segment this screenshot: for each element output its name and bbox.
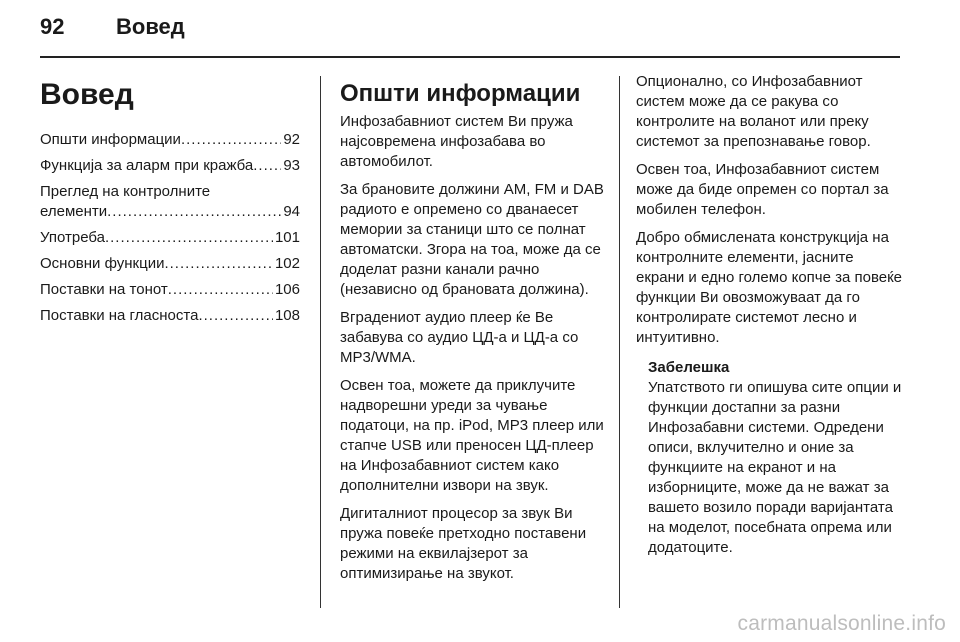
paragraph: Опционално, со Инфозабавниот систем може да се ракува со контролите на воланот или преку системот за препознавање говор.: [636, 73, 871, 150]
header-title: Вовед: [116, 14, 185, 39]
note-box: [636, 358, 904, 558]
toc-entry-label: Поставки на тонот: [40, 281, 168, 298]
paragraph: Инфозабавниот систем Ви пружа најсовремена инфозабава во автомобилот.: [340, 113, 573, 170]
toc-entry-label: Основни функции: [40, 255, 165, 272]
toc-entry[interactable]: [40, 182, 300, 222]
toc-entry[interactable]: [40, 156, 300, 176]
toc-entry[interactable]: [40, 306, 300, 326]
header-divider: [40, 56, 900, 58]
paragraph: Вградениот аудио плеер ќе Ве забавува со аудио ЦД-а и ЦД-а со MP3/WMA.: [340, 309, 579, 366]
column-divider-1: [320, 76, 321, 608]
toc-entry-page: 108: [274, 307, 300, 324]
toc-entry[interactable]: [40, 280, 300, 300]
toc-entry-label: Употреба: [40, 229, 105, 246]
section-heading: Општи информации: [340, 80, 581, 107]
toc-column: [40, 72, 300, 332]
page-header: [40, 14, 920, 54]
paragraph: Добро обмислената конструкција на контролните елементи, јасните екрани и едно големо копче за повеќе функции Ви овозможуваат да го контролирате системот лесно и интуитивно.: [636, 229, 903, 346]
right-column: [636, 72, 904, 558]
column-divider-2: [619, 76, 620, 608]
toc-entry-page: 92: [283, 131, 300, 148]
toc-list: [40, 130, 300, 326]
note-title: Забелешка: [648, 359, 730, 376]
toc-entry[interactable]: [40, 130, 300, 150]
page-number: 92: [40, 14, 65, 39]
toc-entry[interactable]: [40, 228, 300, 248]
toc-entry-page: 94: [283, 203, 300, 220]
toc-entry-page: 106: [274, 281, 300, 298]
toc-entry-page: 102: [274, 255, 300, 272]
toc-title: Вовед: [40, 78, 134, 111]
paragraph: Дигиталниот процесор за звук Ви пружа повеќе претходно поставени режими на еквилајзерот за оптимизирање на звукот.: [340, 505, 587, 582]
general-info-column: [340, 72, 604, 592]
toc-entry-label: Општи информации: [40, 131, 181, 148]
paragraph: Освен тоа, можете да приклучите надворешни уреди за чување податоци, на пр. iPod, MP3 плеер или стапче USB или преносен ЦД-плеер на Инфозабавниот систем како дополнителни извори на звук.: [340, 377, 604, 494]
toc-entry[interactable]: [40, 254, 300, 274]
watermark: carmanualsonline.info: [737, 612, 946, 635]
toc-entry-label-line1: Преглед на контролните: [40, 183, 211, 200]
toc-entry-label: Функција за аларм при кражба: [40, 157, 254, 174]
toc-entry-page: 101: [274, 229, 300, 246]
toc-entry-page: 93: [283, 157, 300, 174]
paragraph: Освен тоа, Инфозабавниот систем може да биде опремен со портал за мобилен телефон.: [636, 161, 889, 218]
toc-entry-label: елементи: [40, 203, 108, 220]
note-body: Упатството ги опишува сите опции и функции достапни за разни Инфозабавни системи. Одредени описи, вклучително и оние за функциите на екранот и на изборниците, може да не важат за вашето возило поради варијантата на моделот, посебната опрема или додатоците.: [648, 379, 902, 556]
paragraph: За брановите должини AM, FM и DAB радиото е опремено со дванаесет мемории за станици што се полнат автоматски. Згора на тоа, може да се доделат разни канали рачно (независно од брановата должина).: [340, 181, 604, 298]
toc-entry-label: Поставки на гласноста: [40, 307, 199, 324]
